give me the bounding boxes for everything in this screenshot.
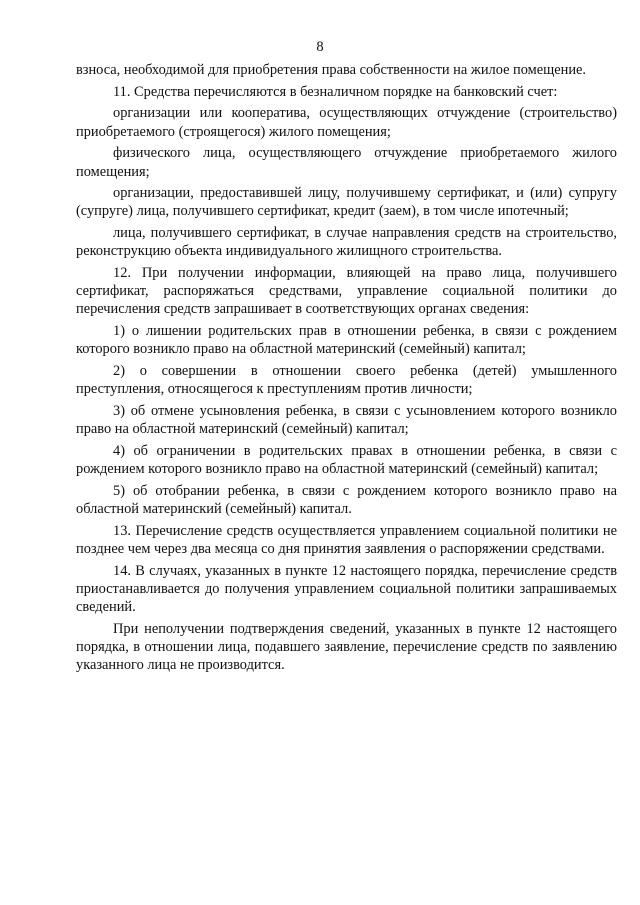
paragraph-subitem-1: 1) о лишении родительских прав в отношении ребенка, в связи с рождением которого возникло право на областной материнский (семейный) капитал;: [76, 323, 617, 358]
paragraph-subitem-4: 4) об ограничении в родительских правах в отношении ребенка, в связи с рождением которого возникло право на областной материнский (семейный) капитал;: [76, 442, 617, 478]
paragraph-item-13: 13. Перечисление средств осуществляется управлением социальной политики не позднее чем через два месяца со дня принятия заявления о распоряжении средствами.: [76, 522, 617, 557]
paragraph-subitem-2: 2) о совершении в отношении своего ребенка (детей) умышленного преступления, относящегося к преступлениям против личности;: [76, 363, 617, 398]
paragraph-item-14-continuation: При неполучении подтверждения сведений, указанных в пункте 12 настоящего порядка, в отношении лица, подавшего заявление, перечисление средств по заявлению указанного лица не производится.: [76, 620, 617, 674]
paragraph-subitem-3: 3) об отмене усыновления ребенка, в связи с усыновлением которого возникло право на областной материнский (семейный) капитал;: [76, 402, 617, 438]
paragraph-item-11: 11. Средства перечисляются в безналичном порядке на банковский счет:: [113, 83, 558, 100]
paragraph-recipient-individual: физического лица, осуществляющего отчуждение приобретаемого жилого помещения;: [76, 145, 617, 180]
paragraph-recipient-lender: организации, предоставившей лицу, получившему сертификат, и (или) супругу (супруге) лица, получившего сертификат, кредит (заем), в том числе ипотечный;: [76, 185, 617, 220]
paragraph-item-14: 14. В случаях, указанных в пункте 12 настоящего порядка, перечисление средств приостанавливается до получения управлением социальной политики запрашиваемых сведений.: [76, 562, 617, 615]
paragraph-item-12: 12. При получении информации, влияющей на право лица, получившего сертификат, распоряжаться средствами, управление социальной политики до перечисления средств запрашивает в соответствующих органах сведения:: [76, 265, 617, 318]
paragraph-subitem-5: 5) об отобрании ребенка, в связи с рождением которого возникло право на областной материнский (семейный) капитал.: [76, 482, 617, 517]
paragraph-continuation: взноса, необходимой для приобретения права собственности на жилое помещение.: [76, 62, 587, 78]
document-body: [76, 61, 617, 678]
paragraph-recipient-organization: организации или кооператива, осуществляющих отчуждение (строительство) приобретаемого (строящегося) жилого помещения;: [76, 105, 617, 140]
page-number: 8: [316, 39, 324, 55]
paragraph-recipient-certificate-holder: лица, получившего сертификат, в случае направления средств на строительство, реконструкцию объекта индивидуального жилищного строительства.: [76, 225, 617, 260]
